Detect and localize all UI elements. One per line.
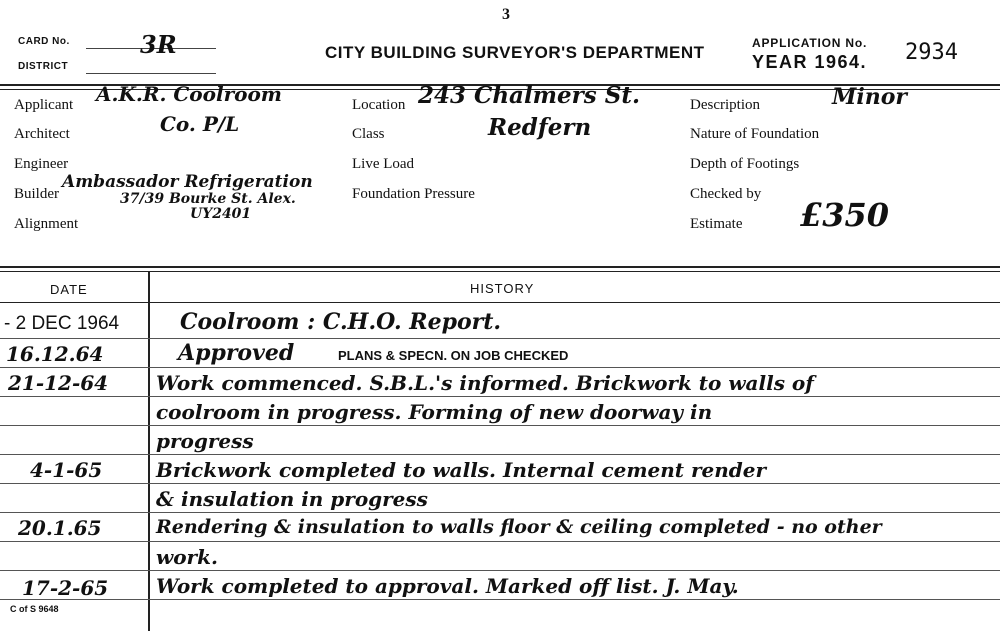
form-id: C of S 9648: [10, 604, 59, 614]
history-column-header: HISTORY: [470, 281, 535, 296]
application-no-value: 2934: [905, 40, 958, 65]
ruled-line: [0, 454, 1000, 455]
district-label: DISTRICT: [18, 61, 69, 72]
date-column-header: DATE: [50, 282, 88, 297]
card-no-value: 3R: [140, 30, 177, 59]
builder-address: 37/39 Bourke St. Alex.: [120, 191, 296, 207]
history-header-rule: [0, 302, 1000, 303]
ruled-line: [0, 425, 1000, 426]
applicant-label: Applicant: [14, 97, 74, 113]
history-date-6: 17-2-65: [22, 576, 109, 600]
foundation-pressure-label: Foundation Pressure: [352, 186, 475, 202]
depth-of-footings-label: Depth of Footings: [690, 156, 800, 172]
history-entry-3-line-3: progress: [156, 429, 254, 453]
ruled-line: [0, 396, 1000, 397]
page-number: 3: [502, 6, 510, 23]
class-label: Class: [352, 126, 385, 142]
history-rule-second: [0, 271, 1000, 272]
ruled-line: [0, 541, 1000, 542]
ruled-line: [0, 367, 1000, 368]
builder-phone: UY2401: [190, 206, 252, 222]
history-entry-4-line-2: & insulation in progress: [156, 487, 428, 511]
ruled-line: [0, 570, 1000, 571]
architect-value: Co. P/L: [160, 112, 240, 136]
architect-label: Architect: [14, 126, 70, 142]
estimate-value: £350: [800, 196, 890, 234]
history-entry-3-line-2: coolroom in progress. Forming of new doorway in: [156, 400, 713, 424]
history-entry-4-line-1: Brickwork completed to walls. Internal cement render: [156, 458, 767, 482]
history-date-4: 4-1-65: [30, 458, 103, 482]
plans-checked-stamp: PLANS & SPECN. ON JOB CHECKED: [338, 348, 569, 363]
ruled-line: [0, 599, 1000, 600]
estimate-label: Estimate: [690, 216, 743, 232]
location-label: Location: [352, 97, 406, 113]
description-label: Description: [690, 97, 760, 113]
checked-by-label: Checked by: [690, 186, 762, 202]
ruled-line: [0, 512, 1000, 513]
live-load-label: Live Load: [352, 156, 415, 172]
applicant-value: A.K.R. Coolroom: [96, 82, 282, 106]
nature-of-foundation-label: Nature of Foundation: [690, 126, 820, 142]
ruled-line: [0, 483, 1000, 484]
ruled-line: [0, 338, 1000, 339]
date-column-divider: [148, 272, 150, 631]
alignment-label: Alignment: [14, 216, 79, 232]
history-entry-1: Coolroom : C.H.O. Report.: [180, 309, 502, 335]
history-rule-top: [0, 266, 1000, 268]
application-no-label: APPLICATION No.: [752, 36, 868, 50]
history-entry-6: Work completed to approval. Marked off list. J. May.: [156, 574, 739, 598]
department-title: CITY BUILDING SURVEYOR'S DEPARTMENT: [325, 43, 705, 62]
card-no-label: CARD No.: [18, 36, 70, 47]
builder-label: Builder: [14, 186, 59, 202]
history-date-3: 21-12-64: [8, 371, 109, 395]
builder-value: Ambassador Refrigeration: [62, 172, 313, 192]
history-entry-2: Approved: [178, 340, 295, 366]
history-date-1: - 2 DEC 1964: [4, 313, 120, 334]
district-line: [86, 73, 216, 74]
history-entry-5-line-1: Rendering & insulation to walls floor & ceiling completed - no other: [156, 516, 882, 538]
year-label: YEAR 1964.: [752, 52, 868, 72]
class-value: Redfern: [488, 114, 592, 141]
location-value: 243 Chalmers St.: [418, 82, 640, 109]
history-date-5: 20.1.65: [18, 516, 102, 540]
engineer-label: Engineer: [14, 156, 69, 172]
history-entry-3-line-1: Work commenced. S.B.L.'s informed. Brickwork to walls of: [156, 371, 814, 395]
history-date-2: 16.12.64: [6, 342, 104, 366]
history-entry-5-line-2: work.: [156, 545, 218, 569]
description-value: Minor: [832, 84, 907, 110]
